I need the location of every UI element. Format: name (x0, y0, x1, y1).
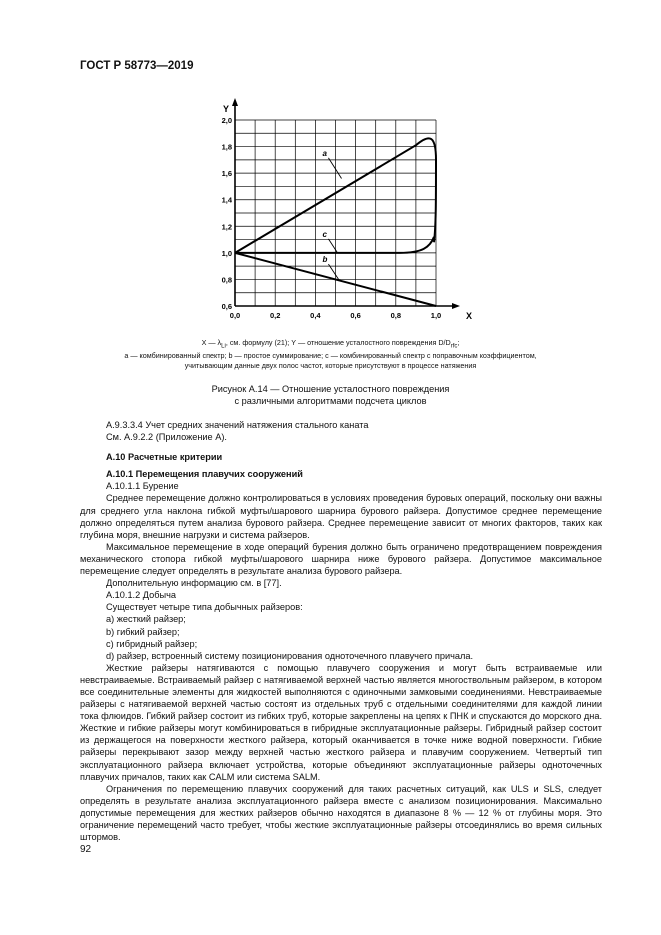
body-text (80, 419, 602, 843)
list-item: d) райзер, встроенный систему позиционирования одноточечного плавучего причала. (106, 650, 474, 661)
figure-legend (60, 338, 601, 371)
legend-line-3: учитывающим данные двух полос частот, которые присутствуют в процессе натяжения (184, 361, 477, 371)
list-item: b) гибкий райзер; (106, 626, 180, 637)
x-axis-label: X (466, 311, 473, 321)
series-label-b: b (322, 255, 328, 265)
y-tick-label: 0,6 (221, 302, 232, 311)
section-a9334: А.9.3.3.4 Учет средних значений натяжения стального каната (106, 420, 369, 430)
heading-a101: А.10.1 Перемещения плавучих сооружений (106, 469, 303, 480)
y-axis-arrow (232, 98, 238, 106)
fatigue-ratio-chart (210, 94, 473, 326)
heading-a1011: А.10.1.1 Бурение (106, 481, 179, 492)
x-tick-label: 1,0 (430, 311, 442, 320)
y-tick-label: 1,4 (221, 195, 232, 205)
list-item: a) жесткий райзер; (106, 614, 186, 625)
x-tick-label: 0,8 (390, 311, 402, 320)
y-tick-label: 1,2 (221, 222, 232, 232)
y-tick-label: 2,0 (221, 116, 232, 125)
y-tick-label: 1,8 (221, 142, 232, 152)
legend-line-2: a — комбинированный спектр; b — простое суммирование; c — комбинированный спектр с поправочным коэффициентом, (124, 351, 537, 361)
see-reference: См. А.9.2.2 (Приложение А). (106, 432, 227, 443)
legend-line-1: X — $\lambda_{Li}$, см. формулу (21); Y — отношение усталостного повреждения $D/D_{rfc}$; (201, 338, 460, 350)
paragraph-additional-info: Дополнительную информацию см. в [77]. (106, 578, 282, 589)
x-tick-label: 0,2 (269, 311, 281, 320)
y-axis-label: Y (223, 104, 230, 114)
series-label-a: a (322, 148, 327, 158)
paragraph-max-displacement: Максимальное перемещение в ходе операций бурения должно быть ограничено предотвращением повреждения механического стопора гибкой муфты/шарового шарнира ниже бурового райзера. Допустимое максимальное перемещение следует определять в результате анализа бурового райзера. (80, 541, 602, 577)
list-item: c) гибридный райзер; (106, 638, 198, 649)
figure-title: Рисунок А.14 — Отношение усталостного повреждения с различными алгоритмами подсчета циклов (211, 384, 450, 406)
x-tick-label: 0,4 (310, 311, 321, 320)
paragraph-rigid-risers: Жесткие райзеры натягиваются с помощью плавучего сооружения и могут быть встраиваемые или невстраиваемые. Встраиваемый райзер с натягиваемой верхней частью является многоствольным райзером, в котором все соединительные элементы для жидкостей выполняются с одиночными замковыми соединениями. Невстраиваемые райзеры с натягиваемой верхней частью состоят из отдельных труб с отдельными соединителями для каждой линии тока флюидов. Гибкий райзер состоит из гибких труб, которые закреплены на цепях к ПНК и спускаются до морского дна. Жесткие и гибкие райзеры могут комбинироваться в гибридные эксплуатационные райзеры. Гибридный райзер состоит из держащегося на поверхности жесткого райзера, который оканчивается в точке ниже водной поверхности. Гибкие райзеры перекрывают зазор между верхней частью жесткого райзера и плавучим сооружением. Четвертый тип эксплуатационного райзера включает устройства, которые объединяют эксплуатационные райзеры одноточечных плавучих причалов, таких как CALM или система SALM. (80, 662, 602, 782)
paragraph-mean-displacement: Среднее перемещение должно контролироваться в условиях проведения буровых операций, поскольку они важны для среднего угла наклона гибкой муфты/шарового шарнира бурового райзера. Допустимое среднее перемещение должно определяться путем анализа бурового райзера. Среднее перемещение зависит от многих факторов, таких как глубина моря, внешние нагрузки и система райзеров. (80, 493, 602, 540)
heading-a10: А.10 Расчетные критерии (106, 452, 223, 463)
series-label-leader (328, 239, 337, 253)
series-label-leader (328, 158, 341, 179)
x-axis-arrow (452, 303, 460, 309)
paragraph-riser-types: Существует четыре типа добычных райзеров: (106, 602, 303, 613)
y-tick-label: 1,6 (221, 169, 232, 179)
x-tick-label: 0,6 (350, 311, 361, 320)
y-tick-label: 0,8 (221, 275, 232, 285)
document-header: ГОСТ Р 58773—2019 (80, 60, 194, 72)
paragraph-limits: Ограничения по перемещению плавучих сооружений для таких расчетных ситуаций, как ULS и SLS, следует определять в результате анализа эксплуатационного райзера вместе с анализом позиционирования. Максимально допустимые перемещения для жестких райзеров обычно находятся в диапазоне 8 % — 12 % от глубины моря. Это ограничение перемещений часто требует, чтобы жесткие эксплуатационные райзеры отсоединялись во время сильных штормов. (80, 783, 602, 843)
page-number: 92 (80, 844, 92, 855)
x-tick-label: 0,0 (229, 311, 241, 320)
y-tick-label: 1,0 (221, 248, 232, 258)
series-label-c: c (322, 229, 327, 239)
heading-a1012: А.10.1.2 Добыча (106, 590, 176, 601)
